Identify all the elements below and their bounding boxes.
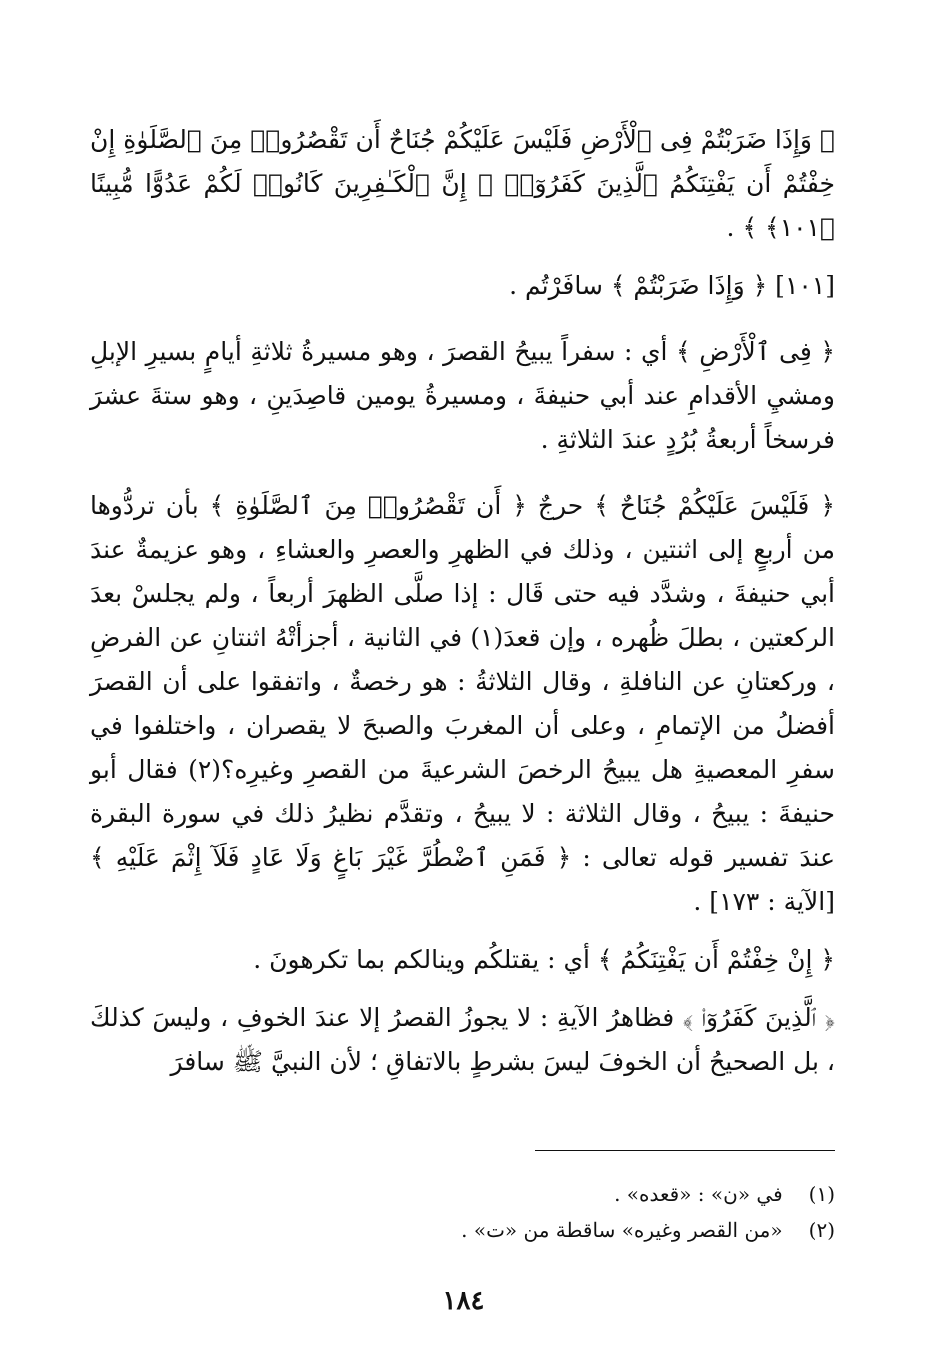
footnote-1: [90, 1176, 835, 1212]
footnote-text: في «ن» : «قعده» .: [614, 1182, 783, 1206]
paragraph-junah: ﴿ فَلَيْسَ عَلَيْكُمْ جُنَاحٌ ﴾ حرجٌ ﴿ أَن تَقْصُرُوا۟ مِنَ ٱلصَّلَوٰةِ ﴾ بأن تردُّوها من أربعٍ إلى اثنتين ، وذلك في الظهرِ والعصرِ والعشاءِ ، وهو عزيمةٌ عندَ أبي حنيفةَ ، وشدَّد فيه حتى قَال : إذا صلَّى الظهرَ أربعاً ، ولم يجلسْ بعدَ الركعتين ، بطلَ ظُهره ، وإن قعدَ(١) في الثانية ، أجزأتْهُ اثنتانِ عن الفرضِ ، وركعتانِ عن النافلةِ ، وقال الثلاثةُ : هو رخصةٌ ، واتفقوا على أن القصرَ أفضلُ من الإتمامِ ، وعلى أن المغربَ والصبحَ لا يقصران ، واختلفوا في سفرِ المعصيةِ هل يبيحُ الرخصَ الشرعيةَ من القصرِ وغيرِه؟(٢) فقال أبو حنيفةَ : يبيحُ ، وقال الثلاثة : لا يبيحُ ، وتقدَّم نظيرُ ذلك في سورة البقرة عندَ تفسير قوله تعالى : ﴿ فَمَنِ ٱضْطُرَّ غَيْرَ بَاغٍ وَلَا عَادٍ فَلَآ إِثْمَ عَلَيْهِ ﴾ [الآية : ١٧٣] .: [90, 491, 836, 916]
footnote-number: (١): [808, 1182, 835, 1206]
quran-verse-intro: ﴿ وَإِذَا ضَرَبْتُمْ فِى ٱلْأَرْضِ فَلَيْسَ عَلَيْكُمْ جُنَاحٌ أَن تَقْصُرُوا۟ مِنَ ٱلصَّلَوٰةِ إِنْ خِفْتُمْ أَن يَفْتِنَكُمُ ٱلَّذِينَ كَفَرُوٓا۟ ۚ إِنَّ ٱلْكَـٰفِرِينَ كَانُوا۟ لَكُمْ عَدُوًّا مُّبِينًا ﴿١٠١﴾ ﴾ .: [90, 125, 835, 242]
footnote-text: «من القصر وغيره» ساقطة من «ت» .: [461, 1218, 783, 1242]
footnote-2: [90, 1212, 835, 1248]
footnote-number: (٢): [808, 1218, 835, 1242]
paragraph-fil-ard: ﴿ فِى ٱلْأَرْضِ ﴾ أي : سفراً يبيحُ القصرَ ، وهو مسيرةُ ثلاثةِ أيامٍ بسيرِ الإبلِ ومشيِ الأقدامِ عند أبي حنيفةَ ، ومسيرةُ يومين قاصِدَينِ ، وهو ستةَ عشرَ فرسخاً أربعةُ بُرُدٍ عندَ الثلاثةِ .: [90, 337, 835, 454]
footnotes: [90, 1176, 835, 1248]
paragraph-kafaru: ﴿ ٱلَّذِينَ كَفَرُوٓا۟ ﴾ فظاهرُ الآيةِ : لا يجوزُ القصرُ إلا عندَ الخوفِ ، وليسَ كذلكَ ، بل الصحيحُ أن الخوفَ ليسَ بشرطٍ بالاتفاقِ ؛ لأن النبيَّ ﷺ سافرَ: [90, 1003, 835, 1076]
main-text: [90, 118, 835, 1084]
paragraph-khiftum: ﴿ إِنْ خِفْتُمْ أَن يَفْتِنَكُمُ ﴾ أي : يقتلكُم وينالكم بما تكرهونَ .: [253, 945, 835, 974]
paragraph-101: [١٠١] ﴿ وَإِذَا ضَرَبْتُمْ ﴾ سافَرْتُم .: [509, 271, 835, 300]
page-number: ١٨٤: [442, 1286, 485, 1316]
footnote-separator: [535, 1150, 835, 1151]
